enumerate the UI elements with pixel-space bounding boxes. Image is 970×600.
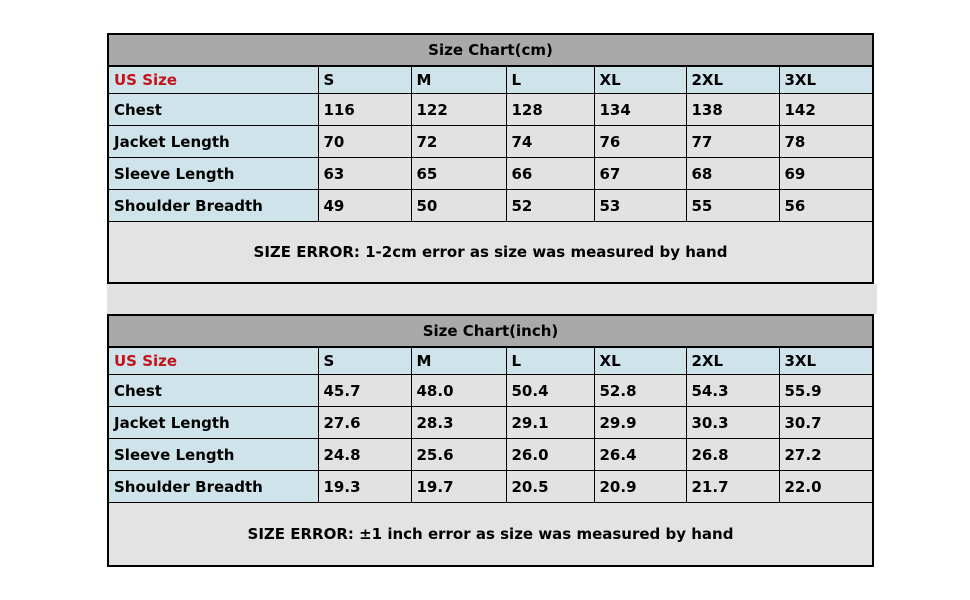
value-cell: 26.4 [594, 439, 686, 471]
col-header-l: L [506, 66, 594, 94]
value-cell: 68 [686, 158, 779, 190]
col-header-us-size: US Size [108, 66, 318, 94]
value-cell: 76 [594, 126, 686, 158]
value-cell: 63 [318, 158, 411, 190]
row-label: Jacket Length [108, 407, 318, 439]
value-cell: 128 [506, 94, 594, 126]
col-header-xl: XL [594, 66, 686, 94]
table-title: Size Chart(inch) [108, 315, 873, 347]
header-row [108, 66, 873, 94]
value-cell: 21.7 [686, 471, 779, 503]
value-cell: 53 [594, 190, 686, 222]
col-header-m: M [411, 66, 506, 94]
value-cell: 19.3 [318, 471, 411, 503]
row-label: Chest [108, 94, 318, 126]
size-chart-inch-table [107, 314, 874, 567]
value-cell: 55.9 [779, 375, 873, 407]
row-label: Jacket Length [108, 126, 318, 158]
value-cell: 29.9 [594, 407, 686, 439]
value-cell: 48.0 [411, 375, 506, 407]
value-cell: 19.7 [411, 471, 506, 503]
value-cell: 52.8 [594, 375, 686, 407]
value-cell: 56 [779, 190, 873, 222]
footer-row [108, 222, 873, 284]
col-header-s: S [318, 66, 411, 94]
value-cell: 27.2 [779, 439, 873, 471]
value-cell: 26.0 [506, 439, 594, 471]
value-cell: 116 [318, 94, 411, 126]
value-cell: 25.6 [411, 439, 506, 471]
gap-band [107, 284, 877, 314]
row-label: Shoulder Breadth [108, 471, 318, 503]
header-row [108, 347, 873, 375]
value-cell: 78 [779, 126, 873, 158]
value-cell: 54.3 [686, 375, 779, 407]
value-cell: 67 [594, 158, 686, 190]
value-cell: 55 [686, 190, 779, 222]
table-row-sleeve-length [108, 158, 873, 190]
value-cell: 20.5 [506, 471, 594, 503]
title-row [108, 34, 873, 66]
value-cell: 22.0 [779, 471, 873, 503]
col-header-2xl: 2XL [686, 66, 779, 94]
footer-row [108, 503, 873, 567]
value-cell: 70 [318, 126, 411, 158]
value-cell: 66 [506, 158, 594, 190]
table-row-chest [108, 375, 873, 407]
value-cell: 27.6 [318, 407, 411, 439]
size-error-note: SIZE ERROR: 1-2cm error as size was measured by hand [108, 222, 873, 284]
row-label: Sleeve Length [108, 158, 318, 190]
value-cell: 30.7 [779, 407, 873, 439]
size-chart-cm-table [107, 33, 874, 284]
value-cell: 49 [318, 190, 411, 222]
table-row-shoulder-breadth [108, 471, 873, 503]
size-chart-cm [107, 33, 874, 284]
value-cell: 50 [411, 190, 506, 222]
table-row-jacket-length [108, 126, 873, 158]
table-row-jacket-length [108, 407, 873, 439]
value-cell: 24.8 [318, 439, 411, 471]
table-row-shoulder-breadth [108, 190, 873, 222]
value-cell: 72 [411, 126, 506, 158]
value-cell: 134 [594, 94, 686, 126]
value-cell: 50.4 [506, 375, 594, 407]
value-cell: 138 [686, 94, 779, 126]
value-cell: 20.9 [594, 471, 686, 503]
size-error-note: SIZE ERROR: ±1 inch error as size was measured by hand [108, 503, 873, 567]
value-cell: 45.7 [318, 375, 411, 407]
value-cell: 142 [779, 94, 873, 126]
value-cell: 74 [506, 126, 594, 158]
col-header-l: L [506, 347, 594, 375]
col-header-2xl: 2XL [686, 347, 779, 375]
row-label: Sleeve Length [108, 439, 318, 471]
row-label: Chest [108, 375, 318, 407]
table-row-chest [108, 94, 873, 126]
value-cell: 26.8 [686, 439, 779, 471]
table-row-sleeve-length [108, 439, 873, 471]
value-cell: 65 [411, 158, 506, 190]
size-chart-inch [107, 314, 874, 567]
value-cell: 29.1 [506, 407, 594, 439]
value-cell: 77 [686, 126, 779, 158]
col-header-3xl: 3XL [779, 66, 873, 94]
col-header-xl: XL [594, 347, 686, 375]
table-title: Size Chart(cm) [108, 34, 873, 66]
col-header-s: S [318, 347, 411, 375]
title-row [108, 315, 873, 347]
col-header-m: M [411, 347, 506, 375]
value-cell: 28.3 [411, 407, 506, 439]
value-cell: 122 [411, 94, 506, 126]
row-label: Shoulder Breadth [108, 190, 318, 222]
value-cell: 69 [779, 158, 873, 190]
col-header-3xl: 3XL [779, 347, 873, 375]
col-header-us-size: US Size [108, 347, 318, 375]
value-cell: 52 [506, 190, 594, 222]
value-cell: 30.3 [686, 407, 779, 439]
